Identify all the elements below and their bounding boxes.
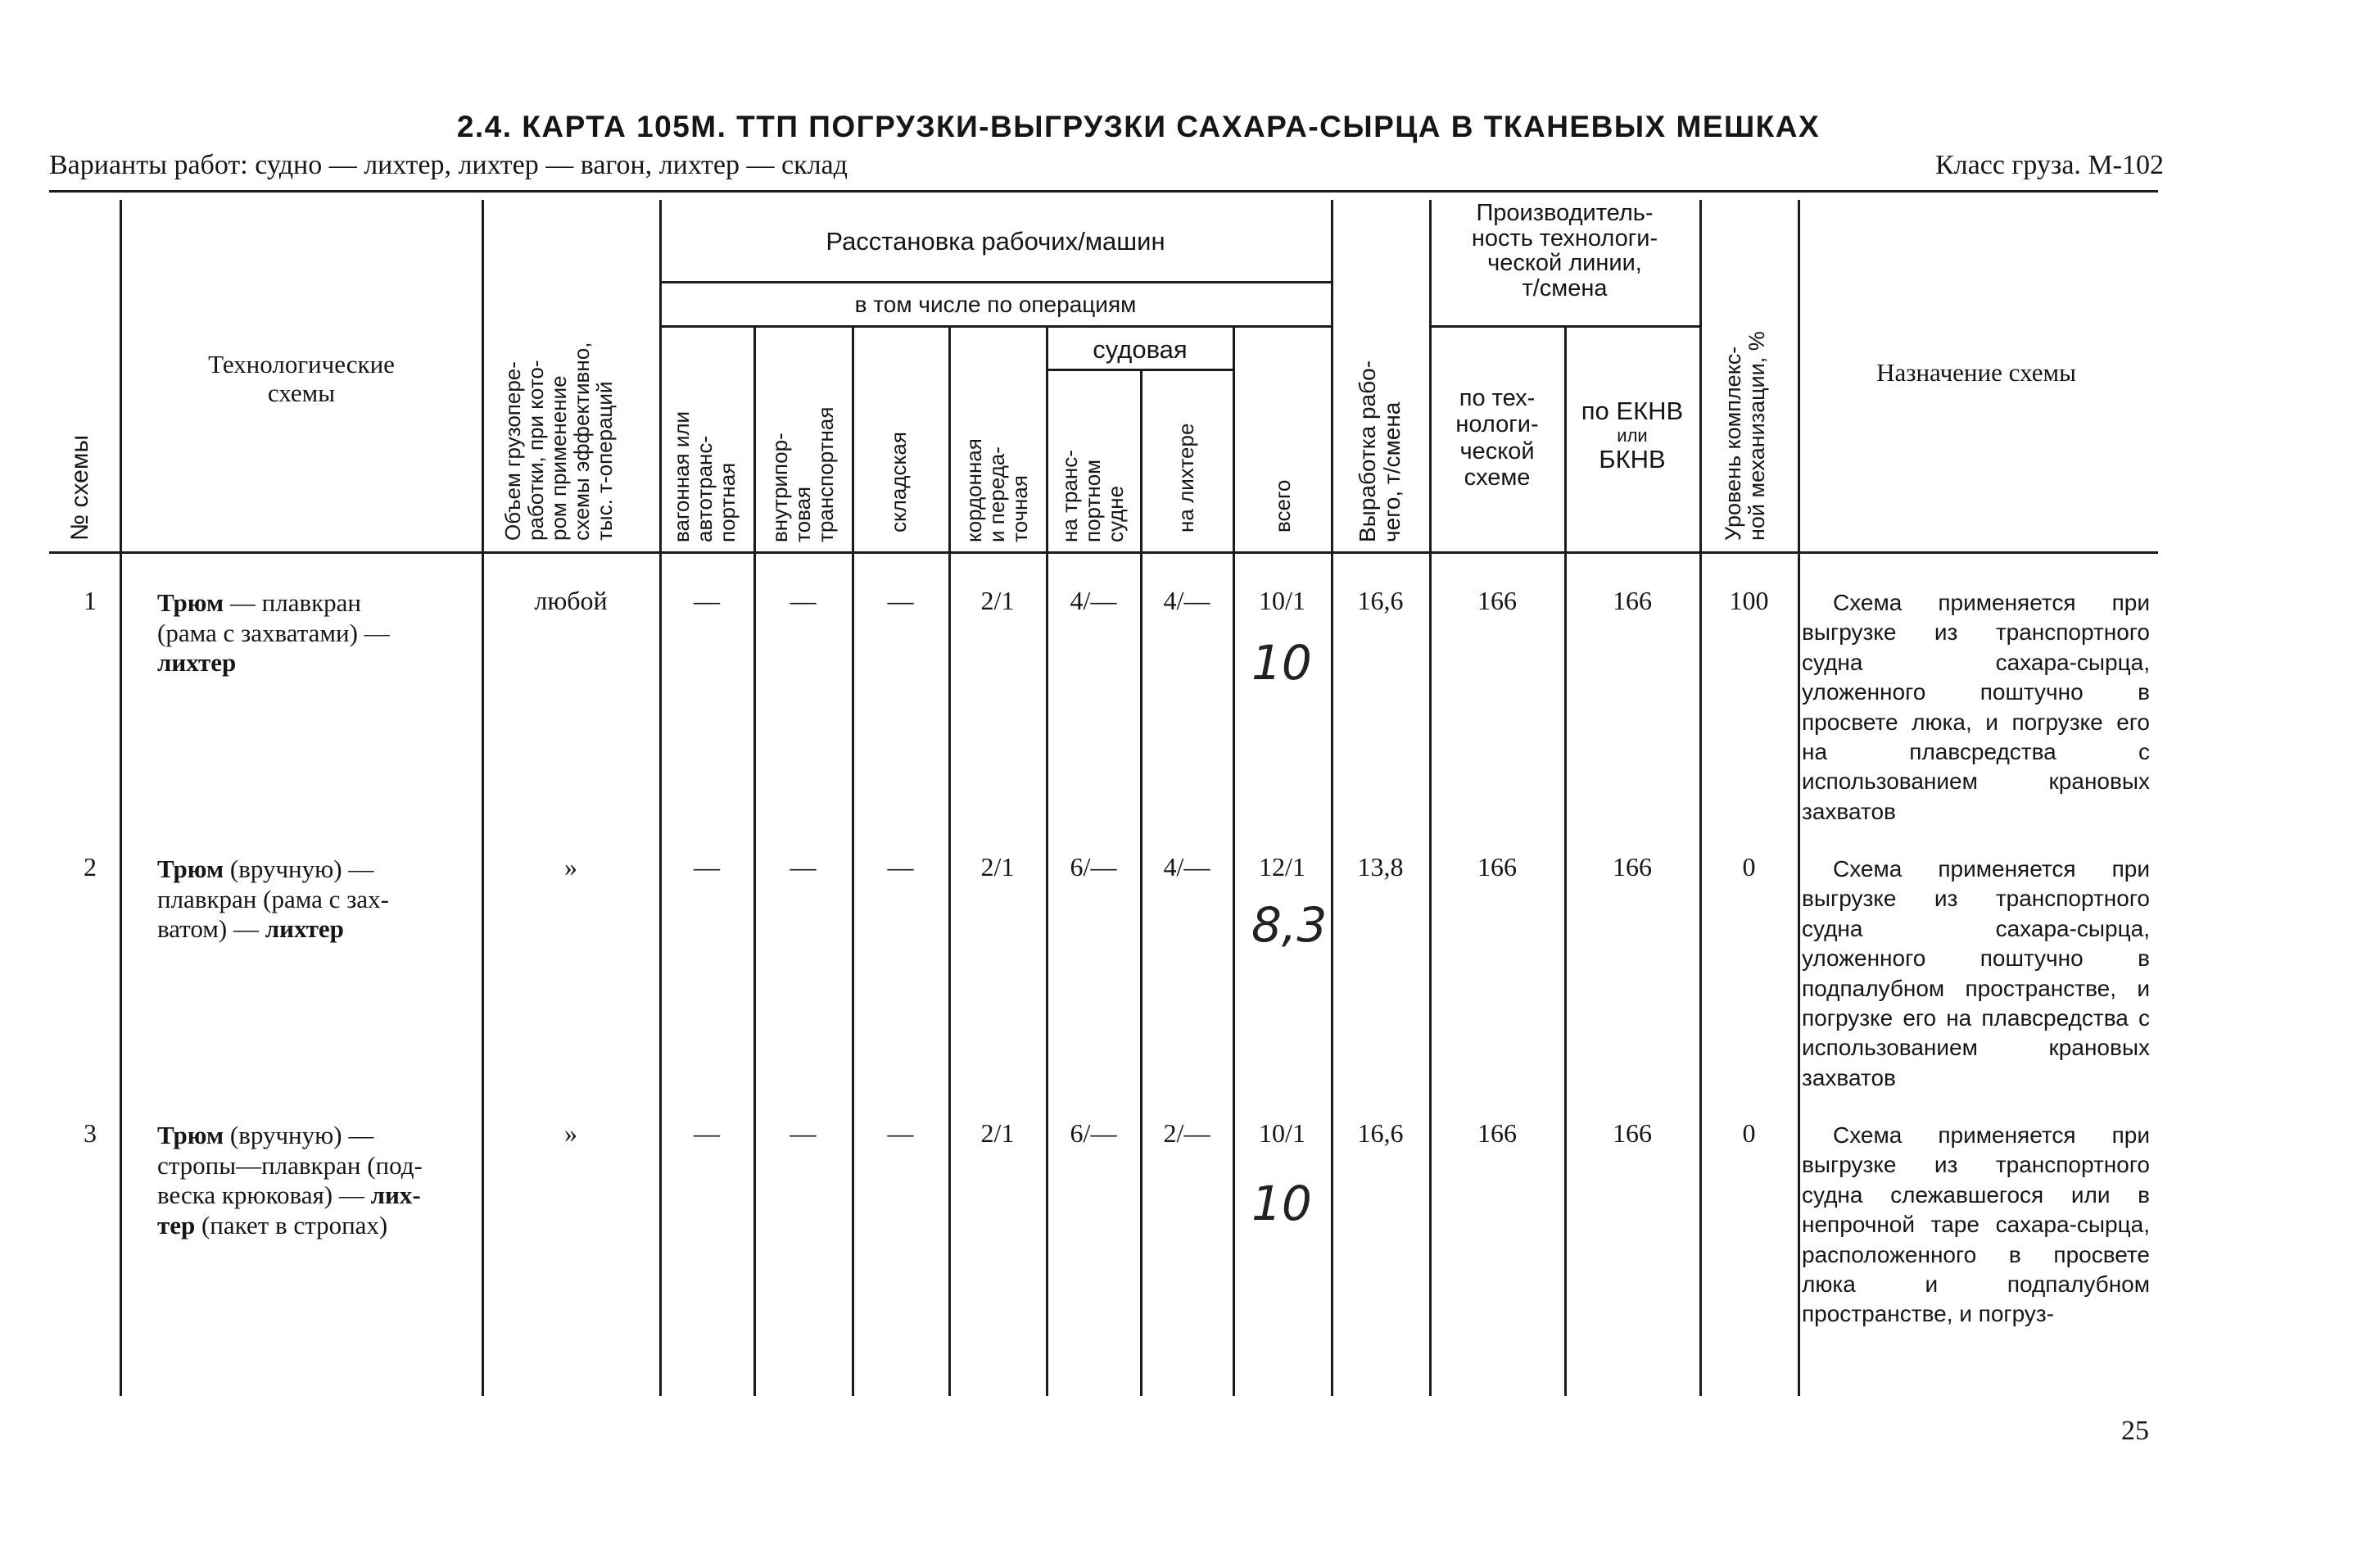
scheme-bold-term: Трюм xyxy=(157,1121,224,1149)
header-prod-eknv-line: или xyxy=(1617,424,1648,446)
header-wagon xyxy=(670,346,739,542)
inner-transport-cell: — xyxy=(790,852,817,882)
mechanization-cell: 0 xyxy=(1742,852,1756,882)
technological-scheme-cell xyxy=(157,854,477,945)
header-wagon-line: автотранс- xyxy=(692,435,717,542)
prod-eknv-cell: 166 xyxy=(1613,852,1652,882)
header-productivity-line: ность технологи- xyxy=(1471,224,1658,252)
scheme-line xyxy=(157,1211,477,1241)
scheme-text: веска крюковая) — xyxy=(157,1181,371,1210)
header-on-ship-line: портном xyxy=(1080,459,1106,542)
scheme-text: стропы—плавкран (под- xyxy=(157,1150,423,1180)
header-ship-text: судовая xyxy=(1093,335,1188,364)
col-rule-1 xyxy=(120,200,122,1396)
table-top-rule xyxy=(49,190,2158,193)
header-kordon-line: кордонная xyxy=(962,438,986,542)
header-placement xyxy=(662,228,1329,256)
warehouse-cell: — xyxy=(887,852,914,882)
on-ship-cell: 6/— xyxy=(1070,1118,1117,1148)
header-productivity-line: т/смена xyxy=(1522,275,1608,302)
wagon-cell: — xyxy=(694,1118,720,1148)
header-mechanization-line: ной механизации, % xyxy=(1744,331,1770,541)
header-prod-tech xyxy=(1432,385,1563,492)
header-prod-eknv-line: по ЕКНВ xyxy=(1581,397,1684,425)
scheme-text: ватом) — xyxy=(157,914,265,944)
header-volume-line: схемы эффективно, xyxy=(569,342,595,541)
scheme-purpose-cell: Схема применяется при выгрузке из транспортного судна слежавшегося или в непрочной таре сахара-сырца, расположенного в просвете люка и подпалубном пространстве, и погруз- xyxy=(1802,1122,2150,1327)
col-rule-10 xyxy=(1331,200,1333,1396)
prod-eknv-cell: 166 xyxy=(1613,586,1652,615)
scheme-bold-term: лихтер xyxy=(157,648,237,678)
header-schemes-line: Технологические xyxy=(208,350,395,378)
header-by-operations xyxy=(662,292,1329,317)
scheme-text: (вручную) — xyxy=(224,854,374,883)
header-on-ship xyxy=(1058,387,1127,542)
header-purpose xyxy=(1800,359,2152,388)
header-prod-tech-line: по тех- xyxy=(1459,385,1536,411)
header-productivity-line: Производитель- xyxy=(1476,200,1654,226)
handwritten-note: 10 xyxy=(1251,1176,1312,1231)
scheme-number-cell: 2 xyxy=(84,852,97,882)
scheme-text: — плавкран xyxy=(224,588,362,617)
ship-rule xyxy=(1046,369,1233,371)
col-rule-8 xyxy=(1140,371,1142,1396)
header-output-line: Выработка рабо- xyxy=(1355,360,1380,542)
volume-cell: » xyxy=(564,1118,577,1148)
header-warehouse-line: складская xyxy=(886,432,911,533)
scheme-line xyxy=(157,1121,477,1151)
header-bottom-rule xyxy=(49,551,2158,554)
wagon-cell: — xyxy=(694,852,720,882)
warehouse-cell: — xyxy=(887,1118,914,1148)
header-output-line: чего, т/смена xyxy=(1379,401,1405,542)
placement-rule xyxy=(659,281,1331,283)
header-volume-line: работки, при кото- xyxy=(523,360,549,541)
inner-transport-cell: — xyxy=(790,1118,817,1148)
output-cell: 13,8 xyxy=(1357,852,1404,882)
output-cell: 16,6 xyxy=(1357,586,1404,615)
header-kordon-line: и переда- xyxy=(984,446,1010,542)
scheme-line xyxy=(157,885,477,915)
header-volume-line: Объем грузопере- xyxy=(500,361,525,541)
header-prod-tech-line: ческой xyxy=(1459,437,1535,465)
scheme-text: (пакет в стропах) xyxy=(195,1210,388,1240)
header-volume-line: тыс. т-операций xyxy=(592,381,618,541)
mechanization-cell: 100 xyxy=(1729,586,1769,615)
header-productivity-line: ческой линии, xyxy=(1487,250,1642,277)
header-placement-text: Расстановка рабочих/машин xyxy=(826,227,1165,256)
col-rule-13 xyxy=(1699,200,1702,1396)
prod-eknv-cell: 166 xyxy=(1613,1118,1652,1148)
header-prod-tech-line: схеме xyxy=(1464,465,1531,492)
scheme-line xyxy=(157,588,477,619)
header-mechanization-line: Уровень комплекс- xyxy=(1721,346,1745,541)
scheme-line xyxy=(157,1181,477,1211)
total-cell: 10/1 xyxy=(1259,1118,1305,1148)
header-output xyxy=(1355,297,1405,542)
scheme-line xyxy=(157,1151,477,1181)
header-total-line: всего xyxy=(1270,479,1295,533)
header-productivity xyxy=(1432,201,1698,301)
header-schemes-line: схемы xyxy=(267,378,336,407)
header-volume-line: ром применение xyxy=(546,375,572,541)
header-inner-line: внутрипор- xyxy=(767,433,792,542)
output-cell: 16,6 xyxy=(1357,1118,1404,1148)
scheme-bold-term: тер xyxy=(157,1210,196,1240)
handwritten-note: 10 xyxy=(1251,635,1312,691)
header-wagon-line: вагонная или xyxy=(669,410,694,542)
header-wagon-line: портная xyxy=(715,462,740,542)
header-technological-schemes xyxy=(123,351,480,407)
header-prod-eknv xyxy=(1567,397,1698,474)
on-lighter-cell: 4/— xyxy=(1163,852,1210,882)
scheme-bold-term: лихтер xyxy=(265,914,344,944)
inner-transport-cell: — xyxy=(790,586,817,615)
header-mechanization xyxy=(1722,246,1769,541)
scheme-text: плавкран (рама с зах- xyxy=(157,884,389,913)
technological-scheme-cell xyxy=(157,588,477,678)
wagon-cell: — xyxy=(694,586,720,615)
scheme-number-cell: 3 xyxy=(84,1118,97,1148)
scheme-text: (вручную) — xyxy=(224,1121,374,1149)
header-inner-line: товая xyxy=(790,486,816,542)
scheme-line xyxy=(157,648,477,678)
mechanization-cell: 0 xyxy=(1742,1118,1756,1148)
on-lighter-cell: 2/— xyxy=(1163,1118,1210,1148)
prod-tech-cell: 166 xyxy=(1477,1118,1517,1148)
kordon-cell: 2/1 xyxy=(980,1118,1015,1148)
cargo-class: Класс груза. М-102 xyxy=(1935,150,2164,180)
scheme-bold-term: Трюм xyxy=(157,588,224,617)
header-on-ship-line: на транс- xyxy=(1057,450,1082,542)
header-kordon-line: точная xyxy=(1007,475,1033,542)
header-warehouse xyxy=(887,352,910,533)
handwritten-note: 8,3 xyxy=(1251,897,1328,953)
volume-cell: любой xyxy=(534,586,608,615)
on-lighter-cell: 4/— xyxy=(1163,586,1210,615)
scheme-bold-term: лих- xyxy=(370,1181,421,1210)
scheme-line xyxy=(157,854,477,885)
header-ship xyxy=(1048,336,1232,365)
header-prod-eknv-line: БКНВ xyxy=(1599,445,1666,474)
total-cell: 10/1 xyxy=(1259,586,1305,615)
on-ship-cell: 4/— xyxy=(1070,586,1117,615)
header-on-ship-line: судне xyxy=(1103,485,1129,542)
header-prod-tech-line: нологи- xyxy=(1455,411,1539,438)
scheme-line xyxy=(157,619,477,649)
header-on-lighter xyxy=(1174,377,1197,533)
header-inner-transport xyxy=(768,346,837,542)
header-purpose-text: Назначение схемы xyxy=(1876,358,2076,387)
operations-rule xyxy=(659,325,1331,328)
work-variants: Варианты работ: судно — лихтер, лихтер — вагон, лихтер — склад xyxy=(49,150,848,180)
on-ship-cell: 6/— xyxy=(1070,852,1117,882)
kordon-cell: 2/1 xyxy=(980,586,1015,615)
prod-tech-cell: 166 xyxy=(1477,852,1517,882)
page-title: 2.4. КАРТА 105М. ТТП ПОГРУЗКИ-ВЫГРУЗКИ САХАРА-СЫРЦА В ТКАНЕВЫХ МЕШКАХ xyxy=(456,110,1821,143)
header-volume xyxy=(501,270,616,541)
header-by-operations-text: в том числе по операциям xyxy=(854,292,1137,317)
col-rule-2 xyxy=(482,200,484,1396)
kordon-cell: 2/1 xyxy=(980,852,1015,882)
scheme-bold-term: Трюм xyxy=(157,854,224,883)
prod-tech-cell: 166 xyxy=(1477,586,1517,615)
header-scheme-number-text: № схемы xyxy=(66,434,93,541)
total-cell: 12/1 xyxy=(1259,852,1305,882)
header-kordon xyxy=(962,346,1031,542)
scheme-line xyxy=(157,914,477,945)
col-rule-3 xyxy=(659,200,662,1396)
technological-scheme-cell xyxy=(157,1121,477,1240)
header-total xyxy=(1271,418,1294,533)
page-number: 25 xyxy=(2121,1416,2149,1446)
volume-cell: » xyxy=(564,852,577,882)
header-on-lighter-line: на лихтере xyxy=(1174,423,1198,533)
header-inner-line: транспортная xyxy=(813,406,839,542)
col-rule-11 xyxy=(1429,200,1432,1396)
scheme-purpose-cell: Схема применяется при выгрузке из транспортного судна сахара-сырца, уложенного поштучно в подпалубном пространстве, и погрузке его на плавсредства с использованием крановых захватов xyxy=(1802,856,2150,1090)
header-scheme-number xyxy=(67,369,93,541)
scheme-purpose-cell: Схема применяется при выгрузке из транспортного судна сахара-сырца, уложенного поштучно в просвете люка, и погрузке его на плавсредства с использованием крановых захватов xyxy=(1802,590,2150,824)
scheme-number-cell: 1 xyxy=(84,586,97,615)
scheme-text: (рама с захватами) — xyxy=(157,618,390,647)
warehouse-cell: — xyxy=(887,586,914,615)
